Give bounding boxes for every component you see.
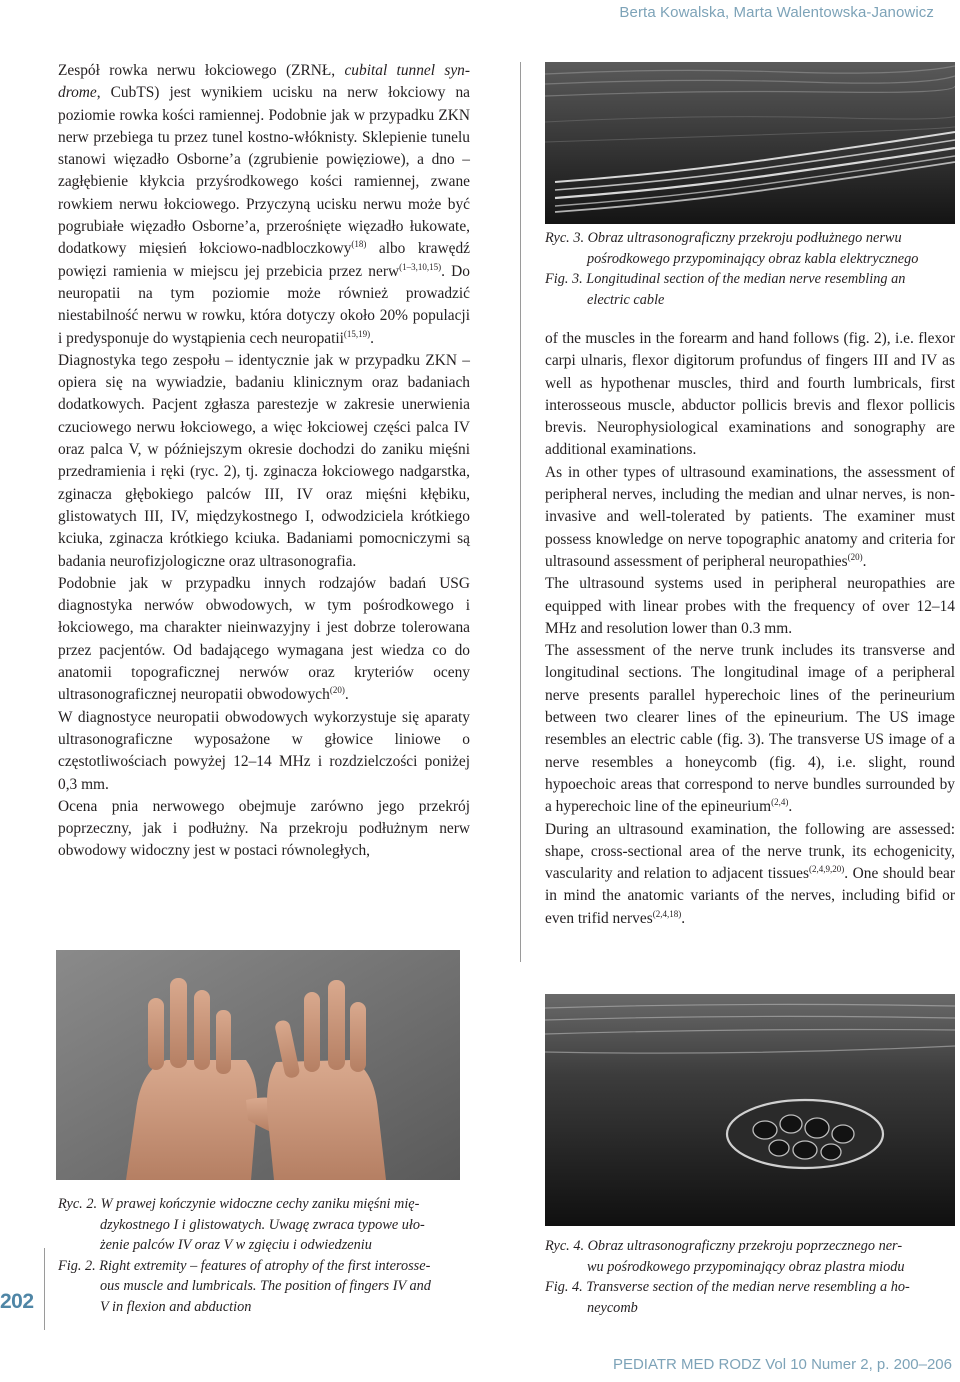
- fig3-caption-en-line2: electric cable: [587, 291, 665, 308]
- running-head: Berta Kowalska, Marta Walentowska-Janowicz: [619, 4, 934, 21]
- fig2-caption-en-line1: Fig. 2. Right extremity – features of atrophy of the first interosse-: [58, 1257, 431, 1274]
- body-paragraph: [545, 462, 955, 573]
- body-paragraph: [545, 573, 955, 640]
- citation-superscript: (2,4,18): [652, 908, 682, 919]
- page-number: 202: [0, 1290, 34, 1313]
- column-divider: [520, 62, 521, 962]
- body-paragraph: [58, 573, 470, 707]
- left-column-text: [58, 60, 470, 863]
- page-number-divider: [44, 1248, 45, 1330]
- text-run: .: [370, 329, 375, 347]
- fig3-caption-pl-line1: Ryc. 3. Obraz ultrasonograficzny przekroju podłużnego nerwu: [545, 230, 902, 246]
- text-run: of the muscles in the forearm and hand follows (fig. 2), i.e. flexor carpi ulnaris, flexor digitorum profundus of fingers III and IV as well as hypothenar muscles, third and fourth lumbricals, first interosseous muscle, abductor pollicis brevis and flexor pollicis brevis. Neurophysiological examinations and sonography are additional examinations.: [545, 330, 955, 459]
- text-run: .: [788, 798, 793, 816]
- fig2-caption: [58, 1194, 478, 1318]
- text-run: As in other types of ultrasound examinations, the assessment of peripheral nerves, including the median and ulnar nerves, is non-invasive and well-tolerated by patients. The examiner must possess knowledge on nerve topographic anatomy and criteria for ultrasound assessment of peripheral neuropathies: [545, 463, 955, 570]
- text-run: The ultrasound systems used in peripheral neuropathies are equipped with linear probes with the frequency of over 12–14 MHz and resolution lower than 0.3 mm.: [545, 575, 955, 637]
- text-run: Ocena pnia nerwowego obejmuje zarówno jego przekrój poprzeczny, jak i podłużny. Na przekroju podłużnym nerw obwodowy widoczny jest w postaci równoległych,: [58, 797, 470, 860]
- text-run: The assessment of the nerve trunk includes its transverse and longitudinal sections. The longitudinal image of a peripheral nerve presents parallel hyperechoic lines of the perineurium between two clearer lines of the epineurium. The US image resembles an electric cable (fig. 3). The transverse US image of a nerve resembles a honeycomb (fig. 4), i.e. slight, round hypoechoic areas that correspond to nerve bundles surrounded by a hyperechoic line of the epineurium: [545, 642, 955, 816]
- fig4-caption-en-line2: neycomb: [587, 1299, 638, 1316]
- journal-footer: PEDIATR MED RODZ Vol 10 Numer 2, p. 200–206: [612, 1356, 952, 1373]
- fig3-caption-pl-line2: pośrodkowego przypominający obraz kabla elektrycznego: [587, 250, 919, 267]
- body-paragraph: [545, 640, 955, 818]
- text-run: Diagnostyka tego zespołu – identycznie jak w przypadku ZKN – opiera się na wywiadzie, badaniu klinicznym oraz badaniach dodatkowych. Pacjent zgłasza parestezje w zakresie unerwienia czuciowego nerwu łokciowego, a więc łokciowej części palca IV oraz palca V, w późniejszym okresie dochodzi do zaniku mięśni przedramienia i ręki (ryc. 2), tj. zginacza łokciowego nadgarstka, zginacza głębokiego palców III, IV oraz mięśni kłębiku, glistowatych III, IV, międzykostnego I, odwodziciela krótkiego kciuka, zginacza krótkiego kciuka. Badaniami pomocniczymi są badania neurofizjologiczne oraz ultrasonografia.: [58, 351, 470, 570]
- fig4-ultrasound-image: [545, 994, 955, 1226]
- fig3-caption-en-line1: Fig. 3. Longitudinal section of the median nerve resembling an: [545, 271, 906, 288]
- text-run: albo krawędź powięzi ramienia w miejscu jej przebicia przez nerw: [58, 240, 470, 280]
- body-paragraph: [58, 350, 470, 573]
- right-column-text: [545, 328, 955, 930]
- body-paragraph: [58, 796, 470, 863]
- fig2-caption-en-line2: ous muscle and lumbricals. The position of fingers IV and: [100, 1278, 431, 1295]
- citation-superscript: (18): [351, 239, 367, 250]
- text-run: Podobnie jak w przypadku innych rodzajów badań USG diagnostyka nerwów obwodowych, w tym pośrodkowego i łokciowego, ma charakter nieinwazyjny i jest dobrze tolerowana przez pacjentów. Od badającego wymagana jest wiedza co do anatomii topograficznej nerwów oraz kryteriów oceny ultrasonograficznej neuropatii obwodowych: [58, 574, 470, 704]
- text-run: . One should bear in mind the anatomic variants of the nerves, including bifid or even trifid nerves: [545, 865, 955, 927]
- fig3-ultrasound-image: [545, 62, 955, 224]
- text-run: W diagnostyce neuropatii obwodowych wykorzystuje się aparaty ultrasonograficzne wyposażone w głowice liniowe o częstotliwościach powyżej 12–14 MHz i rozdzielczości poniżej 0,3 mm.: [58, 708, 470, 793]
- text-run: .: [681, 909, 686, 927]
- text-run: .: [344, 686, 349, 704]
- fig4-caption-pl-line1: Ryc. 4. Obraz ultrasonograficzny przekroju poprzecznego ner-: [545, 1238, 903, 1254]
- fig2-caption-pl-line1: Ryc. 2. W prawej kończynie widoczne cechy zaniku mięśni mię-: [58, 1196, 420, 1212]
- fig4-caption-en-line1: Fig. 4. Transverse section of the median nerve resembling a ho-: [545, 1279, 910, 1296]
- text-run: . Do neuropatii na tym poziomie może również prowadzić niestabilność nerwu w rowku, która dotyczy około 20% populacji i predysponuje do wystąpienia cech neuropatii: [58, 262, 470, 347]
- fig2-hands-photo: [56, 950, 460, 1180]
- citation-superscript: (20): [847, 551, 863, 562]
- text-run: .: [862, 552, 867, 570]
- body-paragraph: [545, 328, 955, 462]
- fig2-caption-pl-line3: żenie palców IV oraz V w zgięciu i odwiedzeniu: [100, 1237, 372, 1254]
- italic-term: cubital tunnel syn-drome: [58, 62, 470, 102]
- body-paragraph: [545, 819, 955, 930]
- text-run: Zespół rowka nerwu łokciowego (ZRNŁ,: [58, 62, 345, 79]
- text-run: , CubTS) jest wynikiem ucisku na nerw łokciowy na poziomie rowka kości ramiennej. Podobnie jak w przypadku ZKN nerw przebiega tu przez tunel kostno-włóknisty. Sklepienie tunelu stanowi więzadło Osborne’a (zgrubienie powięziowe), a dno – zagłębienie kłykcia przyśrodkowego kości ramiennej, zwane rowkiem nerwu łokciowego. Przyczyną ucisku nerwu może być pogrubiałe więzadło Osborne’a, przerośnięte więzadło łukowate, dodatkowy mięsień łokciowo-nadbloczkowy: [58, 84, 470, 258]
- text-run: During an ultrasound examination, the following are assessed: shape, cross-sectional area of the nerve trunk, its echogenicity, vascularity and relation to adjacent tissues: [545, 820, 955, 883]
- citation-superscript: (1–3,10,15): [399, 261, 442, 272]
- body-paragraph: [58, 707, 470, 796]
- citation-superscript: (20): [329, 685, 345, 696]
- citation-superscript: (15,19): [343, 328, 371, 339]
- body-paragraph: [58, 60, 470, 350]
- fig3-caption: [545, 228, 957, 310]
- citation-superscript: (2,4,9,20): [808, 864, 845, 874]
- citation-superscript: (2,4): [771, 797, 789, 808]
- fig4-caption: [545, 1236, 957, 1318]
- fig2-caption-pl-line2: dzykostnego I i glistowatych. Uwagę zwraca typowe uło-: [100, 1216, 425, 1233]
- fig2-caption-en-line3: V in flexion and abduction: [100, 1298, 252, 1315]
- fig4-caption-pl-line2: wu pośrodkowego przypominający obraz plastra miodu: [587, 1258, 905, 1275]
